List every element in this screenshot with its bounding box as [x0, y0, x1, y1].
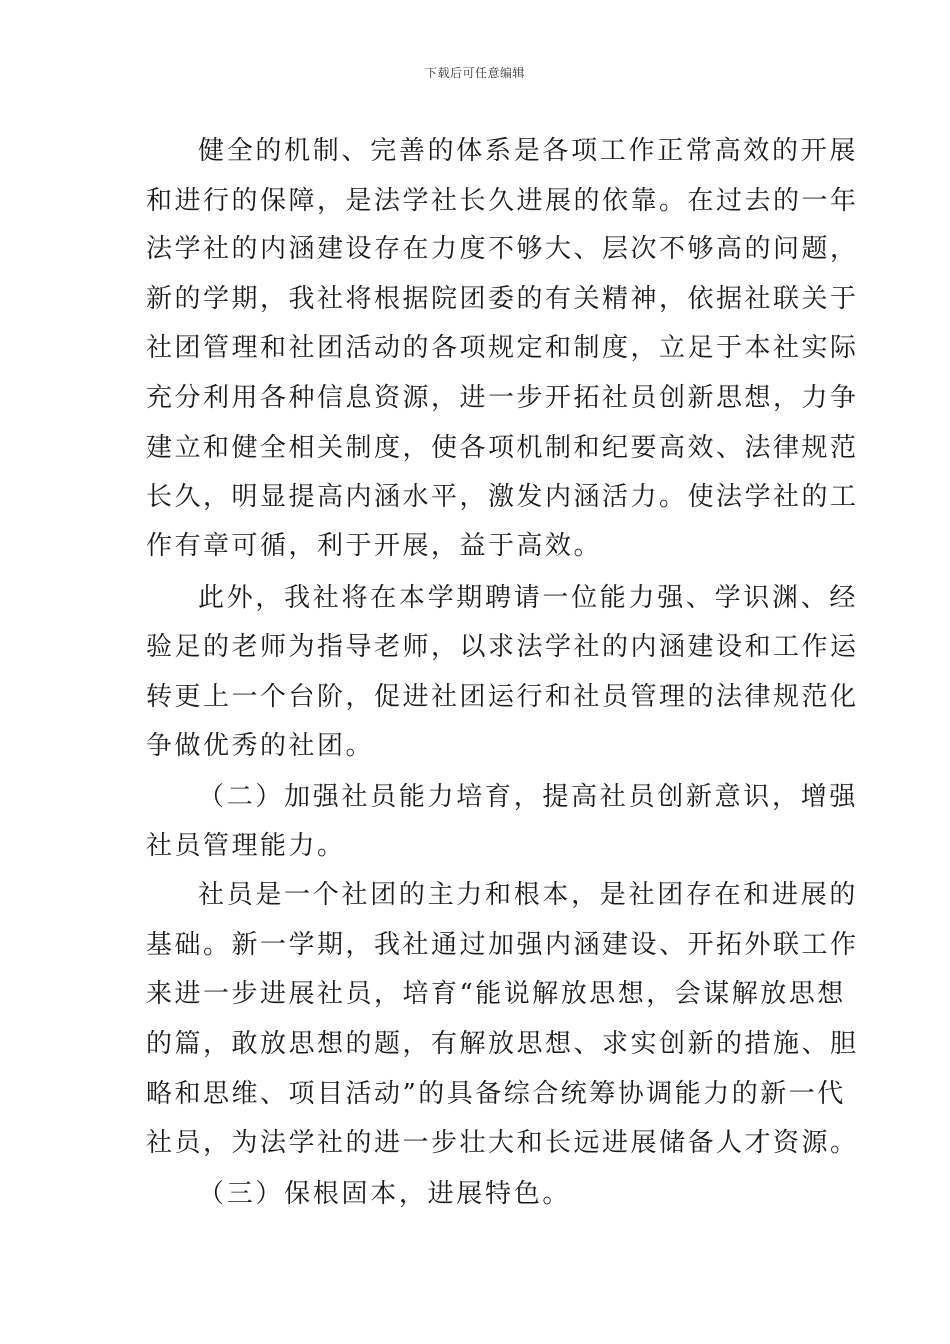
section-heading-2-line-1: （二）加强社员能力培育，提高社员创新意识，增强	[198, 782, 859, 812]
paragraph-3-line-6: 社员，为法学社的进一步壮大和长远进展储备人才资源。	[146, 1128, 859, 1158]
paragraph-1-line-3: 法学社的内涵建设存在力度不够大、层次不够高的问题，	[146, 234, 859, 264]
paragraph-2-line-2: 验足的老师为指导老师，以求法学社的内涵建设和工作运	[146, 632, 859, 662]
paragraph-1-line-7: 建立和健全相关制度，使各项机制和纪要高效、法律规范	[146, 433, 859, 463]
paragraph-1-line-4: 新的学期，我社将根据院团委的有关精神，依据社联关于	[146, 284, 859, 314]
page-header: 下载后可任意编辑	[424, 66, 525, 80]
paragraph-1-line-9: 作有章可循，利于开展，益于高效。	[146, 531, 603, 561]
paragraph-3-line-1: 社员是一个社团的主力和根本，是社团存在和进展的	[198, 880, 859, 910]
paragraph-1-line-5: 社团管理和社团活动的各项规定和制度，立足于本社实际	[146, 333, 859, 363]
paragraph-1-line-8: 长久，明显提高内涵水平，激发内涵活力。使法学社的工	[146, 482, 859, 512]
paragraph-1-line-6: 充分利用各种信息资源，进一步开拓社员创新思想，力争	[146, 383, 859, 413]
paragraph-2-line-1: 此外，我社将在本学期聘请一位能力强、学识渊、经	[198, 583, 859, 613]
paragraph-1-line-1: 健全的机制、完善的体系是各项工作正常高效的开展	[198, 136, 859, 166]
section-heading-2-line-2: 社员管理能力。	[146, 831, 346, 861]
paragraph-2-line-4: 争做优秀的社团。	[146, 731, 375, 761]
paragraph-1-line-2: 和进行的保障，是法学社长久进展的依靠。在过去的一年	[146, 186, 859, 216]
paragraph-3-line-5: 略和思维、项目活动”的具备综合统筹协调能力的新一代	[146, 1079, 846, 1109]
paragraph-3-line-2: 基础。新一学期，我社通过加强内涵建设、开拓外联工作	[146, 930, 859, 960]
paragraph-3-line-3: 来进一步进展社员，培育“能说解放思想，会谋解放思想	[146, 979, 846, 1009]
paragraph-2-line-3: 转更上一个台阶，促进社团运行和社员管理的法律规范化	[146, 682, 859, 712]
section-heading-3: （三）保根固本，进展特色。	[198, 1179, 572, 1209]
paragraph-3-line-4: 的篇，敢放思想的题，有解放思想、求实创新的措施、胆	[146, 1029, 859, 1059]
